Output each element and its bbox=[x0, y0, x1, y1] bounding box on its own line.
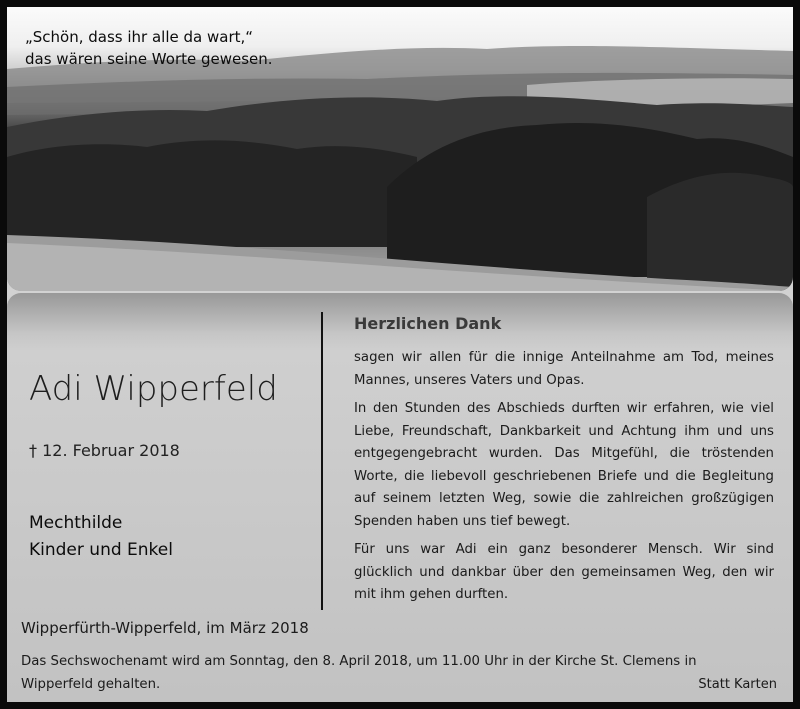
divider-line bbox=[321, 312, 323, 610]
deceased-name: Adi Wipperfeld bbox=[29, 369, 278, 409]
quote bbox=[25, 26, 273, 70]
thanks-paragraph-2: In den Stunden des Abschieds durften wir erfahren, wie viel Liebe, Freundschaft, Dankbarkeit und Achtung ihm und uns entgegengebracht wurden. Das Mitgefühl, die tröstenden Worte, die liebevoll geschriebenen Briefe und die Begleitung auf seinem letzten Weg, sowie die zahlreichen großzügigen Spenden haben uns tief bewegt. bbox=[354, 401, 774, 529]
mass-notice: Das Sechswochenamt wird am Sonntag, den 8. April 2018, um 11.00 Uhr in der Kirche St. Clemens in Wipperfeld gehalten. bbox=[21, 654, 697, 692]
quote-line-2: das wären seine Worte gewesen. bbox=[25, 50, 273, 68]
thanks-title: Herzlichen Dank bbox=[354, 314, 502, 333]
thanks-paragraph-1: sagen wir allen für die innige Anteilnahme am Tod, meines Mannes, unseres Vaters und Opas. bbox=[354, 350, 774, 388]
place-date: Wipperfürth-Wipperfeld, im März 2018 bbox=[21, 619, 309, 637]
death-date: † 12. Februar 2018 bbox=[29, 441, 180, 460]
thanks-text bbox=[354, 347, 774, 613]
thanks-paragraph-3: Für uns war Adi ein ganz besonderer Mensch. Wir sind glücklich und dankbar über den gemeinsamen Weg, den wir mit ihm gehen durften. bbox=[354, 542, 774, 602]
family-line-2: Kinder und Enkel bbox=[29, 540, 173, 560]
family-line-1: Mechthilde bbox=[29, 513, 123, 533]
quote-line-1: „Schön, dass ihr alle da wart,“ bbox=[25, 28, 254, 46]
family-signature bbox=[29, 510, 173, 564]
statt-karten: Statt Karten bbox=[698, 677, 777, 692]
